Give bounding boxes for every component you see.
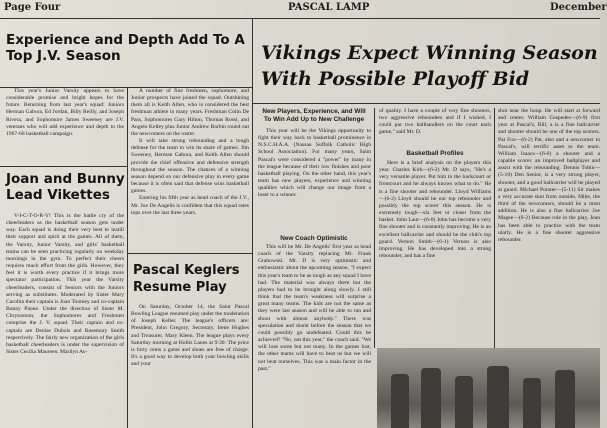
- bowling-article: [131, 304, 249, 428]
- profiles-subhead: Basketball Profiles: [406, 150, 464, 157]
- cheer-article-text: V-I-C-T-O-R-Y! This is the battle cry of the cheerleaders as the basketball season gets under way. Each squad is doing their very best to instill their support and spirit at the games. All of them, the Varsity, Junior Varsity, and girls' basketball teams can be seen practicing regularly on weekday mornings in the gym. To perfect their cheers requires much effort from the girls. However, they feel it is worth every practice if it brings more spectator participation. This year the Varsity cheerleaders, consist of Seniors with the Juniors serving as substitutes. Moderated by Sister Mary Carolita their captain is Joan Toomey and co-captain Bunny Paone. Under the direction of Sister M. Chrysostom, the Sophomores and Freshmen comprise the J. V. squad. Their captain and co-captain are Denise Dubois and Rosemary Smith respectively. The fairly new organization of the girls basketball cheerleaders is under the supervision of Sister Cecilia Maureen. Marilyn Av-: [6, 213, 124, 355]
- cheer-article: [6, 213, 124, 428]
- jv-article-col2: [131, 88, 249, 250]
- headline-rule: [252, 103, 600, 104]
- column-divider: [127, 88, 128, 428]
- coach-article: [258, 244, 371, 428]
- jv-headline: Experience and Depth Add To A Top J.V. Season: [6, 32, 245, 64]
- profiles-article-cont-text: shot near the hoop. He will start at forward and center. William Cespedes—(6-9) first year at Pascal's, Bill, a is a fine ballcarrier and shooter should be one of the top scorers. Pat Fox—(6-2) Pat, also and a newcomer to Pascal's, will terrific asset to the team. William Isaacs—(6-0) a shooter and a capable scorer. an improved ballplayer and assist with the rebounding. Dennis Tobin—(5-10) Den Senior, is a very strong player, shooter, and a good ballcarrier will be played at guard. Michael Pointer—(5-11) Sir makes a very accurate shot from outside, Mike, the third of the newcomers, should be a most addition. He is also a fine ballcarrier. Joe Magee—(6-2) Because role in the play, Jean has been able to practice with the team ularly. He is a fine shooter aggressive rebounder.: [498, 108, 600, 243]
- vikings-article-cont: [379, 108, 491, 146]
- paper-name: PASCAL LAMP: [288, 2, 370, 13]
- jv-article-text-2: A number of fine freshmen, sophomore, and Junior prospects have joined the squad. Outshining them all is Keith Allen, who is considered the best freshman athlete in many years. Freshman Colin De Pass, Sophomores Gary Hilton, Thomas Rossi, and Angelo Kelley plus Junior Andrew Barbin round out the newcomers on the roster.: [131, 88, 249, 137]
- cheer-headline: Joan and Bunny Lead Vikettes: [6, 171, 125, 203]
- section-rule: [127, 253, 252, 254]
- jv-article-text-4: Entering his fifth year as head coach of the J.V., Mr. Joe De Angelis is confident that this squad rates tops over the last three years.: [131, 195, 249, 216]
- vikings-article-text: This year will be the Vikings opportunity to fight their way back to basketball prominence in N.S.C.H.A.A. (Nassau Suffolk Catholic High School Association). For many years, Saint Pascal's were considered a "power" by many in the league because of their low finishes and poor basketball playing. On the other hand, this year's team has new players, experience and winning qualities which will change our image from a loser to a winner.: [258, 128, 371, 199]
- column-divider: [374, 108, 375, 348]
- coach-article-text: This will be Mr. De Angelis' first year as head coach of the Varsity replacing Mr. Frank Grabowski. Mr. D is very optimistic and enthusiastic about the upcoming season. "I expect this year's team to be as tough as any squad I have had. The material was always there but the players had to be brought along slowly. I still think that the team's weakness will surprise a great many teams. The kids are not the same as they were last season and will be able to run and shoot with almost anybody." There was speculation and doubt before the season that we could possibly go undefeated. Could this be achieved? "No, not this year," the coach said. "We will lose some but not many. In the games lost, the other teams will have to beat us but we will not beat ourselves. This was a main factor in the past.": [258, 244, 371, 372]
- jv-article-col1: [6, 88, 124, 164]
- coach-subhead: New Coach Optimistic: [280, 235, 348, 242]
- team-photo: [377, 348, 600, 428]
- vikings-article: [258, 128, 371, 233]
- bowling-headline: Pascal Keglers Resume Play: [133, 263, 240, 295]
- jv-article-text-3: It will take strong rebounding and a tough defense for the team to win its share of games. Jim Sweeney, Herman Gabora, and Keith Allen should provide the chief offensive and defensive strength throughout the season. The chances of a winning season depend on our defensive play in every game because it is often said that defense wins basketball games.: [131, 138, 249, 195]
- jv-article-text: This year's Junior Varsity appears to have considerable promise and bright hopes for the future. Returning from last year's squad: Juniors Herman Gabora, Ed Jordan, Billy Reilly, and Joseph Rivera, and Sophomore James Sweeney are J.V. veterans who will add experience and depth to the 1967-68 basketball campaign.: [6, 88, 124, 137]
- vikings-headline: Vikings Expect Winning Season With Possible Playoff Bid: [261, 42, 598, 90]
- issue-date: December: [550, 2, 607, 13]
- vikings-article-cont-text: of quality. I have a couple of very fine shooters, two aggressive rebounders and if I wished, I could put two ballhandlers on the court each game," said Mr. D.: [379, 108, 491, 136]
- profiles-article-cont: [498, 108, 600, 346]
- section-rule: [0, 166, 127, 167]
- header-rule: [0, 18, 600, 19]
- vikings-subhead: New Players, Experience, and Will To Win Add Up to New Challenge: [262, 108, 366, 123]
- profiles-article-text: Here is a brief analysis on the players this year. Charles Kirk—(6-2) Mr. D says, "He's a very versatile player. Put him in the backcourt or frontcourt and he always knows what to do." He is a fine shooter and rebounder. Lloyd Williams—(6-2) Lloyd should be our top rebounder and possibly the top scorer this season. He is extremely tough—six feet or closer from the basket. John Laut—(6-0) John has become a very fine shooter and is constantly improving. He is an excellent ballcarrier and should be the club's top guard. Vernon Smith—(6-1) Vernon is also improving. He has developed into a strong rebounder, and has a fine: [379, 160, 491, 260]
- column-divider: [252, 19, 253, 428]
- bowling-article-text: On Saturday, October 14, the Saint Pascal Bowling League resumed play under the moderation of Joseph Keller. The league's officers are: President, John Gregory, Secretary, Irene Hughes and Treasurer, Mary Kleen. The league plays every Saturday morning at Hollis Lanes at 9:30. The price is forty cents a game and shoes are free of charge. It's a good way to develop both your bowling skills and your: [131, 304, 249, 368]
- profiles-article: [379, 160, 491, 346]
- page-number: Page Four: [4, 2, 61, 13]
- column-divider: [494, 108, 495, 348]
